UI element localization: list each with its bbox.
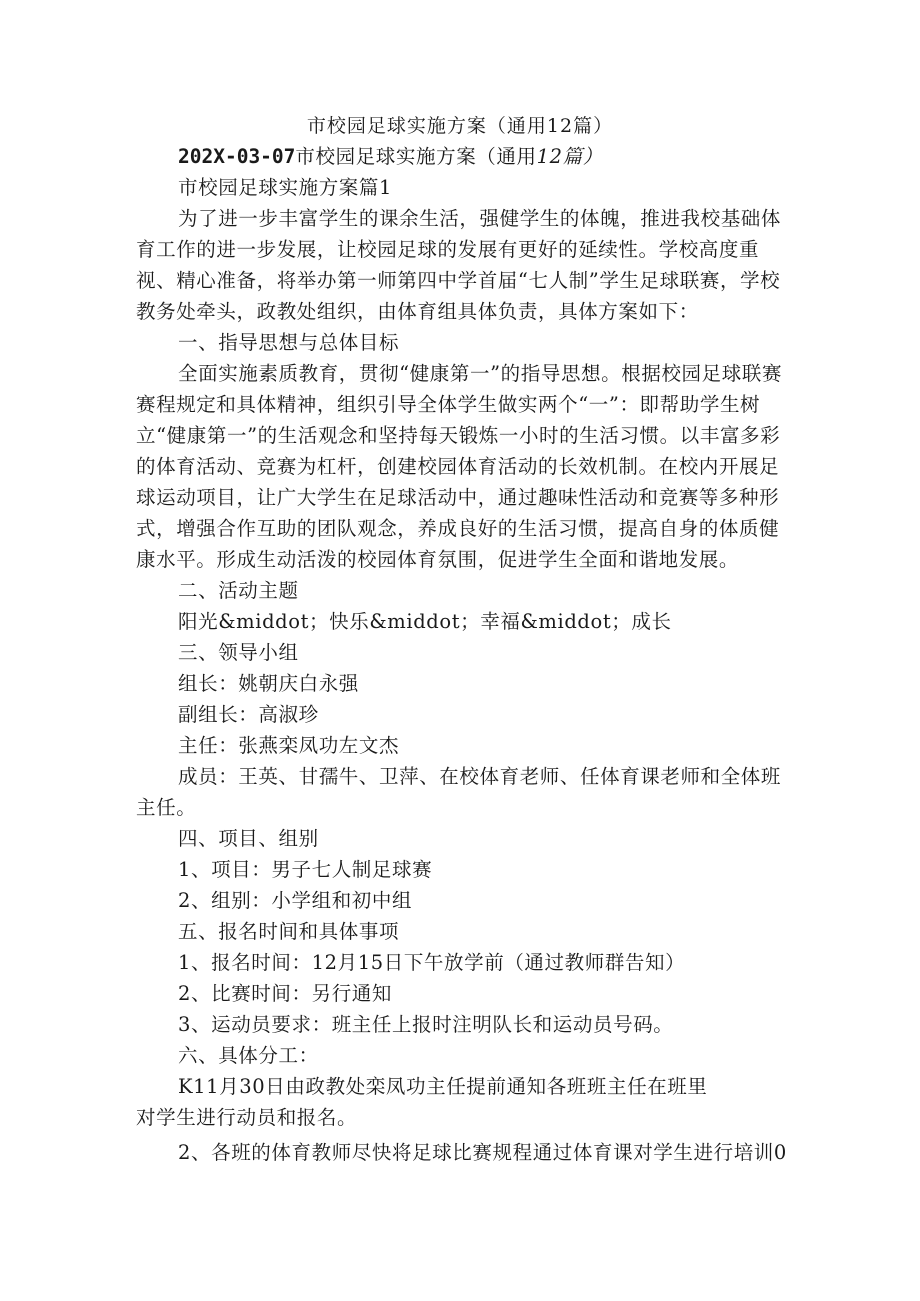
section-heading: 市校园足球实施方案篇1 <box>178 176 393 199</box>
paragraph-guiding-ideology: 全面实施素质教育，贯彻“健康第一”的指导思想。根据校园足球联赛赛程规定和具体精神，组织引导全体学生做实两个“一”：即帮助学生树立“健康第一”的生活观念和坚持每天锻炼一小时的生活习惯。以丰富多彩的体育活动、竞赛为杠杆，创建校园体育活动的长效机制。在校内开展足球运动项目，让广大学生在足球活动中，通过趣味性活动和竞赛等多种形式，增强合作互助的团队观念，养成良好的生活习惯，提高自身的体质健康水平。形成生动活泼的校园体育氛围，促进学生全面和谐地发展。 <box>136 362 783 571</box>
match-time: 2、比赛时间：另行通知 <box>178 982 393 1005</box>
document-body <box>136 141 796 1168</box>
task-one-line-one: K11月30日由政教处栾凤功主任提前通知各班班主任在班里 <box>178 1075 708 1098</box>
director: 主任：张燕栾凤功左文杰 <box>178 734 400 757</box>
group-item: 2、组别：小学组和初中组 <box>178 889 413 912</box>
date-line-title-suffix: 12篇） <box>536 145 603 168</box>
heading-project-groups: 四、项目、组别 <box>178 827 319 850</box>
registration-time: 1、报名时间：12月15日下午放学前（通过教师群告知） <box>178 951 686 974</box>
publish-date: 202X-03-07 <box>178 145 296 168</box>
group-leader: 组长：姚朝庆白永强 <box>178 672 359 695</box>
group-members: 成员：王英、甘孺牛、卫萍、在校体育老师、任体育课老师和全体班主任。 <box>136 765 782 819</box>
date-line-title: 市校园足球实施方案（通用 <box>295 145 537 168</box>
heading-leadership-group: 三、领导小组 <box>178 641 299 664</box>
heading-division-of-work: 六、具体分工： <box>178 1044 319 1067</box>
athlete-requirements: 3、运动员要求：班主任上报时注明队长和运动员号码。 <box>178 1013 674 1036</box>
heading-registration: 五、报名时间和具体事项 <box>178 920 400 943</box>
document-title: 市校园足球实施方案（通用12篇） <box>306 115 614 137</box>
task-one-line-two: 对学生进行动员和报名。 <box>136 1106 358 1129</box>
vice-group-leader: 副组长：高淑珍 <box>178 703 319 726</box>
intro-paragraph: 为了进一步丰富学生的课余生活，强健学生的体魄，推进我校基础体育工作的进一步发展，让校园足球的发展有更好的延续性。学校高度重视、精心准备，将举办第一师第四中学首届“七人制”学生足球联赛，学校教务处牵头，政教处组织，由体育组具体负责，具体方案如下： <box>136 207 782 323</box>
date-line <box>136 141 796 172</box>
heading-activity-theme: 二、活动主题 <box>178 579 299 602</box>
task-two: 2、各班的体育教师尽快将足球比赛规程通过体育课对学生进行培训0 <box>178 1141 787 1164</box>
heading-guiding-ideology: 一、指导思想与总体目标 <box>178 331 400 354</box>
activity-theme: 阳光&middot；快乐&middot；幸福&middot；成长 <box>178 610 672 633</box>
project-item: 1、项目：男子七人制足球赛 <box>178 858 433 881</box>
